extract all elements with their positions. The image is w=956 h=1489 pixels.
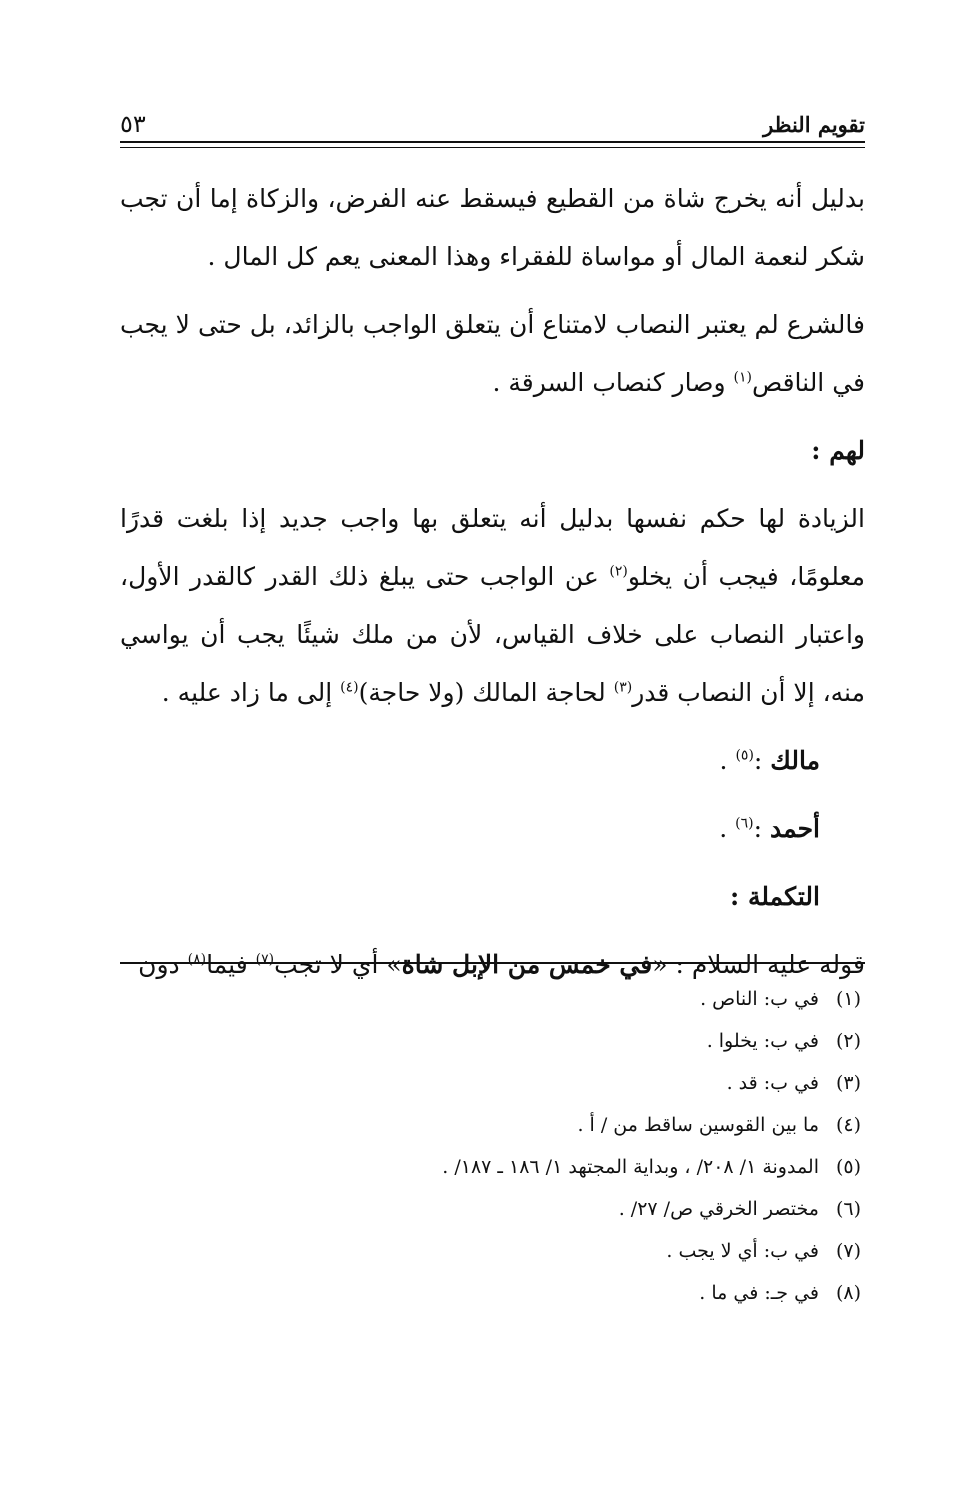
footnote-text: في ب: أي لا يجب .	[666, 1240, 819, 1262]
p3-text-b: عن الواجب حتى يبلغ ذلك القدر كالقدر الأول، واعتبار النصاب على خلاف القياس، لأن من ملك شيئًا يجب أن يواسي منه، إلا أن النصاب قدر	[120, 562, 865, 707]
footnote-number: (٣)	[835, 1072, 861, 1094]
page-number: ٥٣	[120, 110, 146, 138]
footnote-number: (٤)	[835, 1114, 861, 1136]
footnote-text: في ب: يخلوا .	[706, 1030, 819, 1052]
running-title: تقويم النظر	[763, 111, 865, 137]
footnote-ref-1[interactable]: (١)	[733, 369, 752, 386]
footnote-number: (٦)	[835, 1198, 861, 1220]
footnote-number: (٧)	[835, 1240, 861, 1262]
hadith-quote: في خمس من الإبل شاة	[401, 950, 653, 979]
footnotes-list	[120, 978, 865, 1314]
footnote-item	[120, 1230, 865, 1272]
p2-text-a: فالشرع لم يعتبر النصاب لامتناع أن يتعلق الواجب بالزائد، بل حتى لا يجب في الناقص	[120, 310, 865, 397]
p2-text-b: وصار كنصاب السرقة .	[492, 368, 734, 397]
footnote-ref-2[interactable]: (٢)	[609, 563, 628, 580]
footnote-ref-7[interactable]: (٧)	[255, 951, 275, 968]
p3-text-c: لحاجة المالك (ولا حاجة)	[358, 678, 614, 707]
footnote-number: (٥)	[835, 1156, 861, 1178]
footnote-text: المدونة ١/ ٢٠٨/ ، وبداية المجتهد ١/ ١٨٦ ـ ١٨٧/ .	[442, 1156, 819, 1178]
paragraph-3	[120, 490, 865, 722]
footnote-item	[120, 978, 865, 1020]
footnote-text: مختصر الخرقي ص/ ٢٧/ .	[618, 1198, 819, 1220]
line-malik: مالك :$^{(٥)}$ .	[719, 746, 820, 775]
footnote-item	[120, 1020, 865, 1062]
footnote-text: في ب: الناص .	[700, 988, 819, 1010]
label-ahmad: أحمد	[770, 814, 820, 843]
footnote-separator	[120, 962, 865, 964]
footnote-ref-3[interactable]: (٣)	[613, 679, 633, 696]
footnote-item	[120, 1272, 865, 1314]
p3-text-a: الزيادة لها حكم نفسها بدليل أنه يتعلق بها واجب جديد إذا بلغت قدرًا معلومًا، فيجب أن يخلو	[120, 504, 865, 591]
page-header	[120, 106, 865, 142]
footnote-text: في جـ: في ما .	[699, 1282, 819, 1304]
paragraph-4: قوله عليه السلام : «في خمس من الإبل شاة» أي لا تجب$^{(٧)}$ فيما$^{(٨)}$ دون	[138, 950, 865, 979]
paragraph-2	[120, 296, 865, 412]
footnote-ref-4[interactable]: (٤)	[340, 679, 359, 696]
footnote-ref-8[interactable]: (٨)	[187, 951, 207, 968]
paragraph-1: بدليل أنه يخرج شاة من القطيع فيسقط عنه الفرض، والزكاة إما أن تجب شكر لنعمة المال أو مواساة للفقراء وهذا المعنى يعم كل المال .	[120, 184, 865, 271]
heading-lahum: لهم :	[811, 436, 865, 465]
main-text	[120, 170, 865, 994]
footnote-ref-5[interactable]: (٥)	[735, 747, 754, 764]
footnote-item	[120, 1062, 865, 1104]
line-ahmad: أحمد :$^{(٦)}$ .	[719, 814, 820, 843]
footnote-item	[120, 1188, 865, 1230]
footnote-text: في ب: قد .	[726, 1072, 819, 1094]
footnote-text: ما بين القوسين ساقط من / أ .	[577, 1114, 819, 1136]
footnote-item	[120, 1146, 865, 1188]
footnote-number: (٨)	[835, 1282, 861, 1304]
header-rule	[120, 141, 865, 148]
footnote-ref-6[interactable]: (٦)	[735, 815, 754, 832]
label-malik: مالك	[770, 746, 820, 775]
p3-text-d: إلى ما زاد عليه .	[161, 678, 341, 707]
footnote-number: (١)	[835, 988, 861, 1010]
footnote-number: (٢)	[835, 1030, 861, 1052]
footnote-item	[120, 1104, 865, 1146]
heading-takmila: التكملة :	[730, 882, 820, 911]
